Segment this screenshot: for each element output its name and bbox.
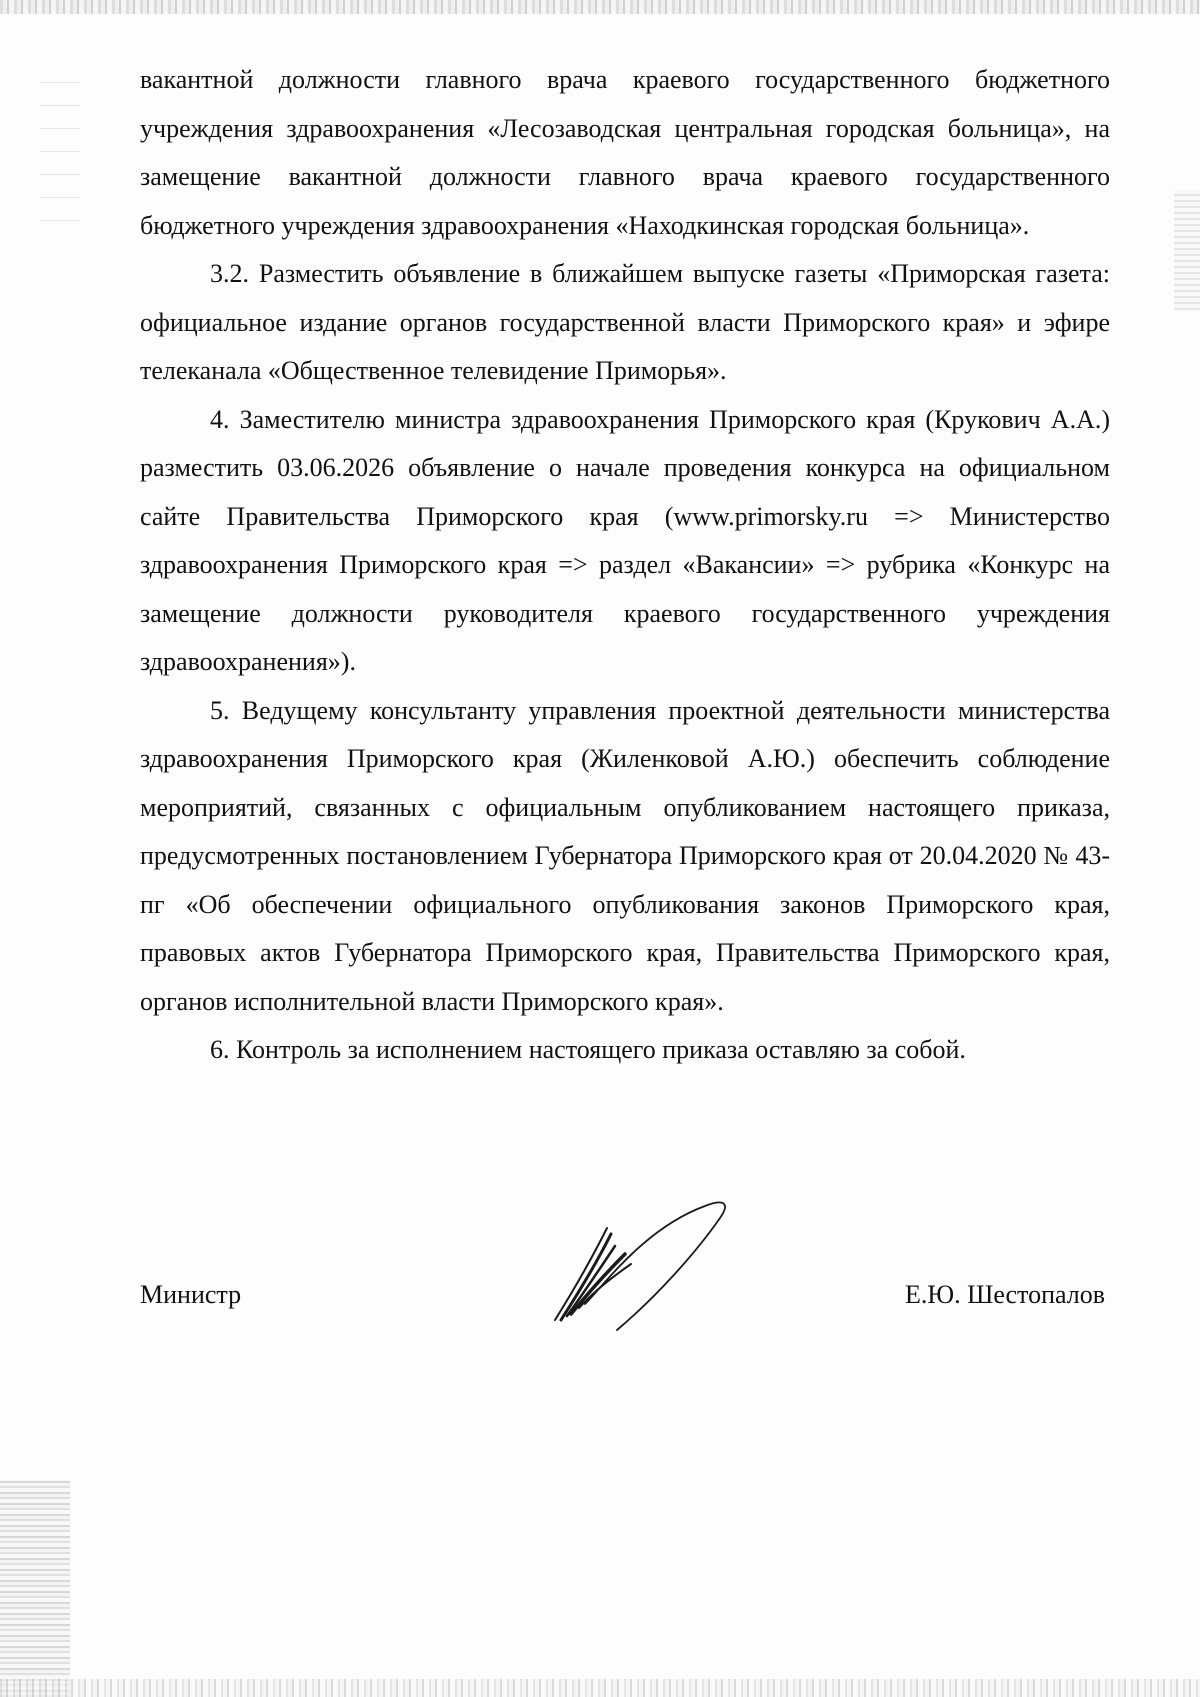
paragraph-5: 5. Ведущему консультанту управления проектной деятельности министерства здравоохранения Приморского края (Жиленковой А.Ю.) обеспечить соблюдение мероприятий, связанных с официальным опубликованием настоящего приказа, предусмотренных постановлением Губернатора Приморского края от 20.04.2020 № 43-пг «Об обеспечении официального опубликования законов Приморского края, правовых актов Губернатора Приморского края, Правительства Приморского края, органов исполнительной власти Приморского края». (140, 695, 1110, 1016)
scan-edge-bottom (0, 1679, 1200, 1697)
scan-noise-left (40, 70, 80, 230)
signature-block (140, 1280, 1105, 1320)
paragraph-3-2: 3.2. Разместить объявление в ближайшем выпуске газеты «Приморская газета: официальное издание органов государственной власти Приморского края» и эфире телеканала «Общественное телевидение Приморья». (140, 259, 1110, 385)
signatory-title: Министр (140, 1280, 242, 1309)
signatory-name: Е.Ю. Шестопалов (904, 1280, 1105, 1309)
paragraph-6: 6. Контроль за исполнением настоящего приказа оставляю за собой. (210, 1035, 966, 1064)
scan-edge-left (0, 1480, 70, 1697)
scan-edge-top (0, 0, 1200, 14)
scan-edge-right (1174, 190, 1200, 310)
paragraph-continuation: вакантной должности главного врача краевого государственного бюджетного учреждения здравоохранения «Лесозаводская центральная городская больница», на замещение вакантной должности главного врача краевого государственного бюджетного учреждения здравоохранения «Находкинская городская больница». (140, 65, 1110, 240)
paragraph-4: 4. Заместителю министра здравоохранения Приморского края (Крукович А.А.) разместить 03.06.2026 объявление о начале проведения конкурса на официальном сайте Правительства Приморского края (www.primorsky.ru => Министерство здравоохранения Приморского края => раздел «Вакансии» => рубрика «Конкурс на замещение должности руководителя краевого государственного учреждения здравоохранения»). (140, 404, 1110, 676)
document-body (140, 56, 1110, 1075)
